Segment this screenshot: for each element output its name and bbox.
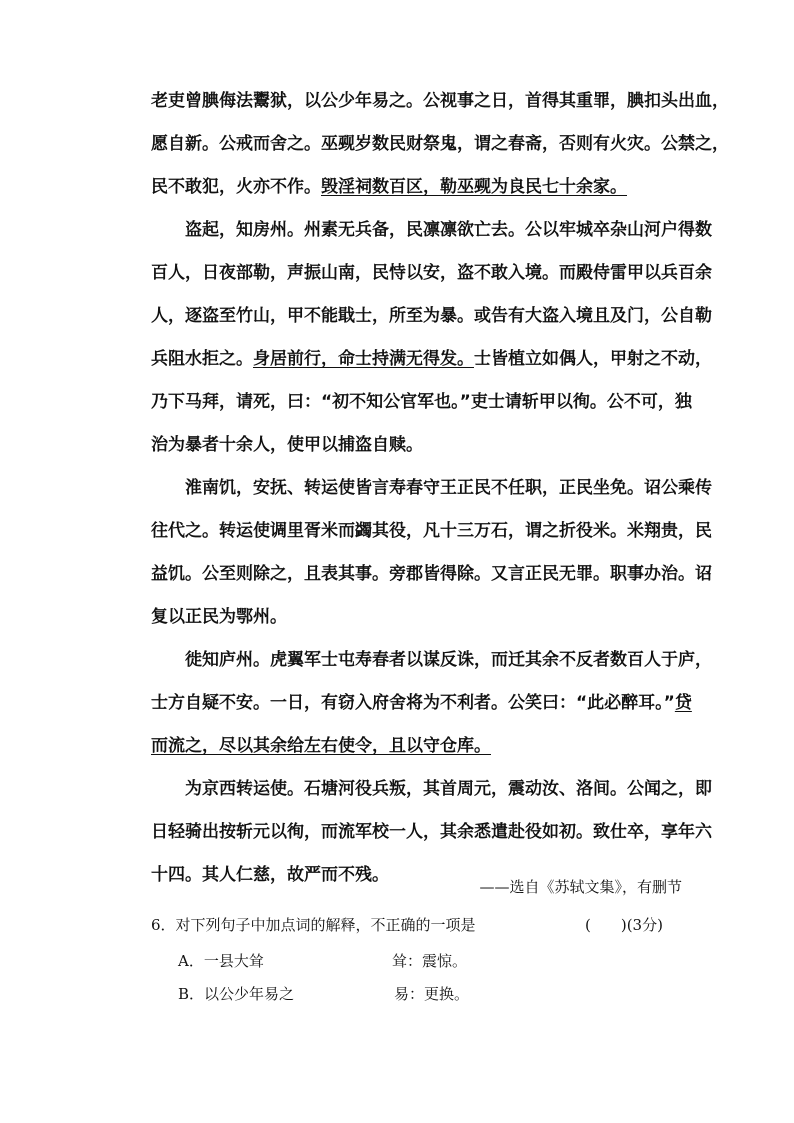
passage-line [151, 89, 729, 113]
passage-line [151, 433, 681, 457]
passage-text: 乃下马拜，请死，曰：“初不知公官军也。”吏士请斩甲以徇。公不可，独 [151, 392, 692, 412]
passage-line [151, 519, 712, 543]
option-a-gloss: 耸：震惊。 [392, 952, 468, 970]
source-citation: ——选自《苏轼文集》，有删节 [479, 878, 682, 896]
passage-line [185, 648, 712, 672]
question-6 [151, 914, 681, 936]
passage-text: 百人，日夜部勒，声振山南，民恃以安，盗不敢入境。而殿侍雷甲以兵百余 [151, 263, 712, 283]
passage-line [151, 132, 729, 156]
passage-text: 兵阻水拒之。 [151, 349, 253, 369]
passage-line [151, 347, 712, 371]
passage-text: 士方自疑不安。一日，有窃入府舍将为不利者。公笑曰：“此必醉耳。” [151, 693, 675, 713]
passage-line [185, 777, 712, 801]
passage-line [151, 562, 712, 586]
passage-line [151, 304, 712, 328]
passage-text: 民不敢犯，火亦不作。 [151, 177, 321, 197]
passage-line [185, 218, 712, 242]
passage-text: 盗起，知房州。州素无兵备，民凛凛欲亡去。公以牢城卒杂山河户得数 [185, 220, 712, 240]
passage-line [151, 734, 681, 758]
underlined-sentence: 毁淫祠数百区，勒巫觋为良民七十余家。 [321, 177, 627, 197]
passage-line [151, 605, 681, 629]
underlined-sentence: 身居前行，命士持满无得发。 [253, 349, 474, 369]
option-b [178, 983, 678, 1005]
underlined-sentence: 贷 [674, 693, 692, 713]
passage-text: 徙知庐州。虎翼军士屯寿春者以谋反诛，而迁其余不反者数百人于庐， [185, 650, 712, 670]
passage-line [151, 261, 712, 285]
answer-blank: ( )(3分) [585, 916, 663, 934]
passage-text: 复以正民为鄂州。 [151, 607, 287, 627]
underlined-sentence: 而流之，尽以其余给左右使令，且以守仓库。 [151, 736, 491, 756]
option-a-label: A．一县大耸 [178, 952, 264, 970]
passage-line [151, 691, 692, 715]
passage-text: 治为暴者十余人，使甲以捕盗自赎。 [151, 435, 423, 455]
passage-text: 为京西转运使。石塘河役兵叛，其首周元，震动汝、洛间。公闻之，即 [185, 779, 712, 799]
option-a [178, 950, 678, 972]
passage-text: 益饥。公至则除之，且表其事。旁郡皆得除。又言正民无罪。职事办治。诏 [151, 564, 712, 584]
question-stem: 6．对下列句子中加点词的解释，不正确的一项是 [151, 916, 476, 934]
option-b-gloss: 易：更换。 [394, 985, 470, 1003]
passage-line [151, 820, 712, 844]
passage-text: 老吏曾腆侮法鬻狱，以公少年易之。公视事之日，首得其重罪，腆扣头出血， [151, 91, 729, 111]
passage-line [151, 390, 692, 414]
passage-text: 士皆植立如偶人，甲射之不动， [474, 349, 712, 369]
passage-line [151, 175, 681, 199]
passage-line [185, 476, 712, 500]
option-b-label: B．以公少年易之 [178, 985, 295, 1003]
passage-text: 往代之。转运使调里胥米而蠲其役，凡十三万石，谓之折役米。米翔贵，民 [151, 521, 712, 541]
passage-text: 愿自新。公戒而舍之。巫觋岁数民财祭鬼，谓之春斋，否则有火灾。公禁之， [151, 134, 729, 154]
passage-text: 淮南饥，安抚、转运使皆言寿春守王正民不任职，正民坐免。诏公乘传 [185, 478, 712, 498]
passage-text: 人，逐盗至竹山，甲不能戢士，所至为暴。或告有大盗入境且及门，公自勒 [151, 306, 712, 326]
passage-text: 十四。其人仁慈，故严而不残。 [151, 865, 389, 885]
passage-text: 日轻骑出按斩元以徇，而流军校一人，其余悉遣赴役如初。致仕卒，享年六 [151, 822, 712, 842]
